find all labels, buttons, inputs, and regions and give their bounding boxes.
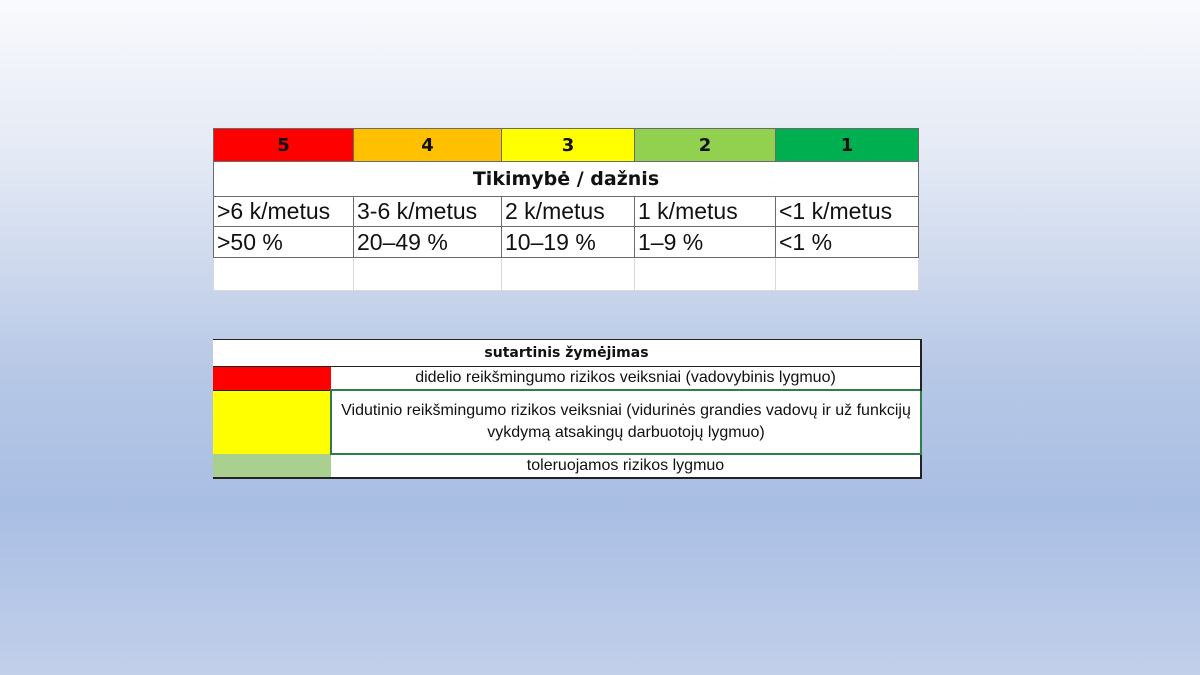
legend-text-tolerable[interactable]: toleruojamos rizikos lygmuo xyxy=(331,454,921,478)
legend-row-tolerable xyxy=(213,454,921,478)
percentage-cell[interactable]: 10–19 % xyxy=(502,227,635,258)
probability-table xyxy=(213,128,919,291)
percentage-cell[interactable]: 1–9 % xyxy=(635,227,776,258)
legend-swatch-green[interactable] xyxy=(213,454,331,478)
empty-cell[interactable] xyxy=(214,258,354,291)
level-cell[interactable]: 2 xyxy=(635,129,776,162)
legend-table xyxy=(213,339,922,479)
level-cell[interactable]: 3 xyxy=(502,129,635,162)
level-cell[interactable]: 5 xyxy=(214,129,354,162)
frequency-cell[interactable]: >6 k/metus xyxy=(214,197,354,227)
legend-text-high[interactable]: didelio reikšmingumo rizikos veiksniai (vadovybinis lygmuo) xyxy=(331,367,921,391)
percentage-cell[interactable]: 20–49 % xyxy=(354,227,502,258)
percentage-cell[interactable]: >50 % xyxy=(214,227,354,258)
empty-cell[interactable] xyxy=(354,258,502,291)
empty-cell[interactable] xyxy=(635,258,776,291)
frequency-cell[interactable]: 2 k/metus xyxy=(502,197,635,227)
level-cell[interactable]: 1 xyxy=(776,129,919,162)
frequency-cell[interactable]: <1 k/metus xyxy=(776,197,919,227)
empty-row xyxy=(214,258,919,291)
legend-row-high xyxy=(213,367,921,391)
legend-title-row xyxy=(213,340,921,367)
frequency-cell[interactable]: 3-6 k/metus xyxy=(354,197,502,227)
legend-row-medium xyxy=(213,390,921,454)
legend-swatch-red[interactable] xyxy=(213,367,331,391)
legend-title[interactable]: sutartinis žymėjimas xyxy=(213,340,921,367)
legend-text-medium[interactable]: Vidutinio reikšmingumo rizikos veiksniai (vidurinės grandies vadovų ir už funkcijų vykdymą atsakingų darbuotojų lygmuo) xyxy=(331,390,921,454)
percentage-row xyxy=(214,227,919,258)
frequency-cell[interactable]: 1 k/metus xyxy=(635,197,776,227)
table-heading[interactable]: Tikimybė / dažnis xyxy=(214,162,919,197)
level-cell[interactable]: 4 xyxy=(354,129,502,162)
level-row xyxy=(214,129,919,162)
empty-cell[interactable] xyxy=(502,258,635,291)
frequency-row xyxy=(214,197,919,227)
heading-row xyxy=(214,162,919,197)
empty-cell[interactable] xyxy=(776,258,919,291)
percentage-cell[interactable]: <1 % xyxy=(776,227,919,258)
legend-swatch-yellow[interactable] xyxy=(213,390,331,454)
